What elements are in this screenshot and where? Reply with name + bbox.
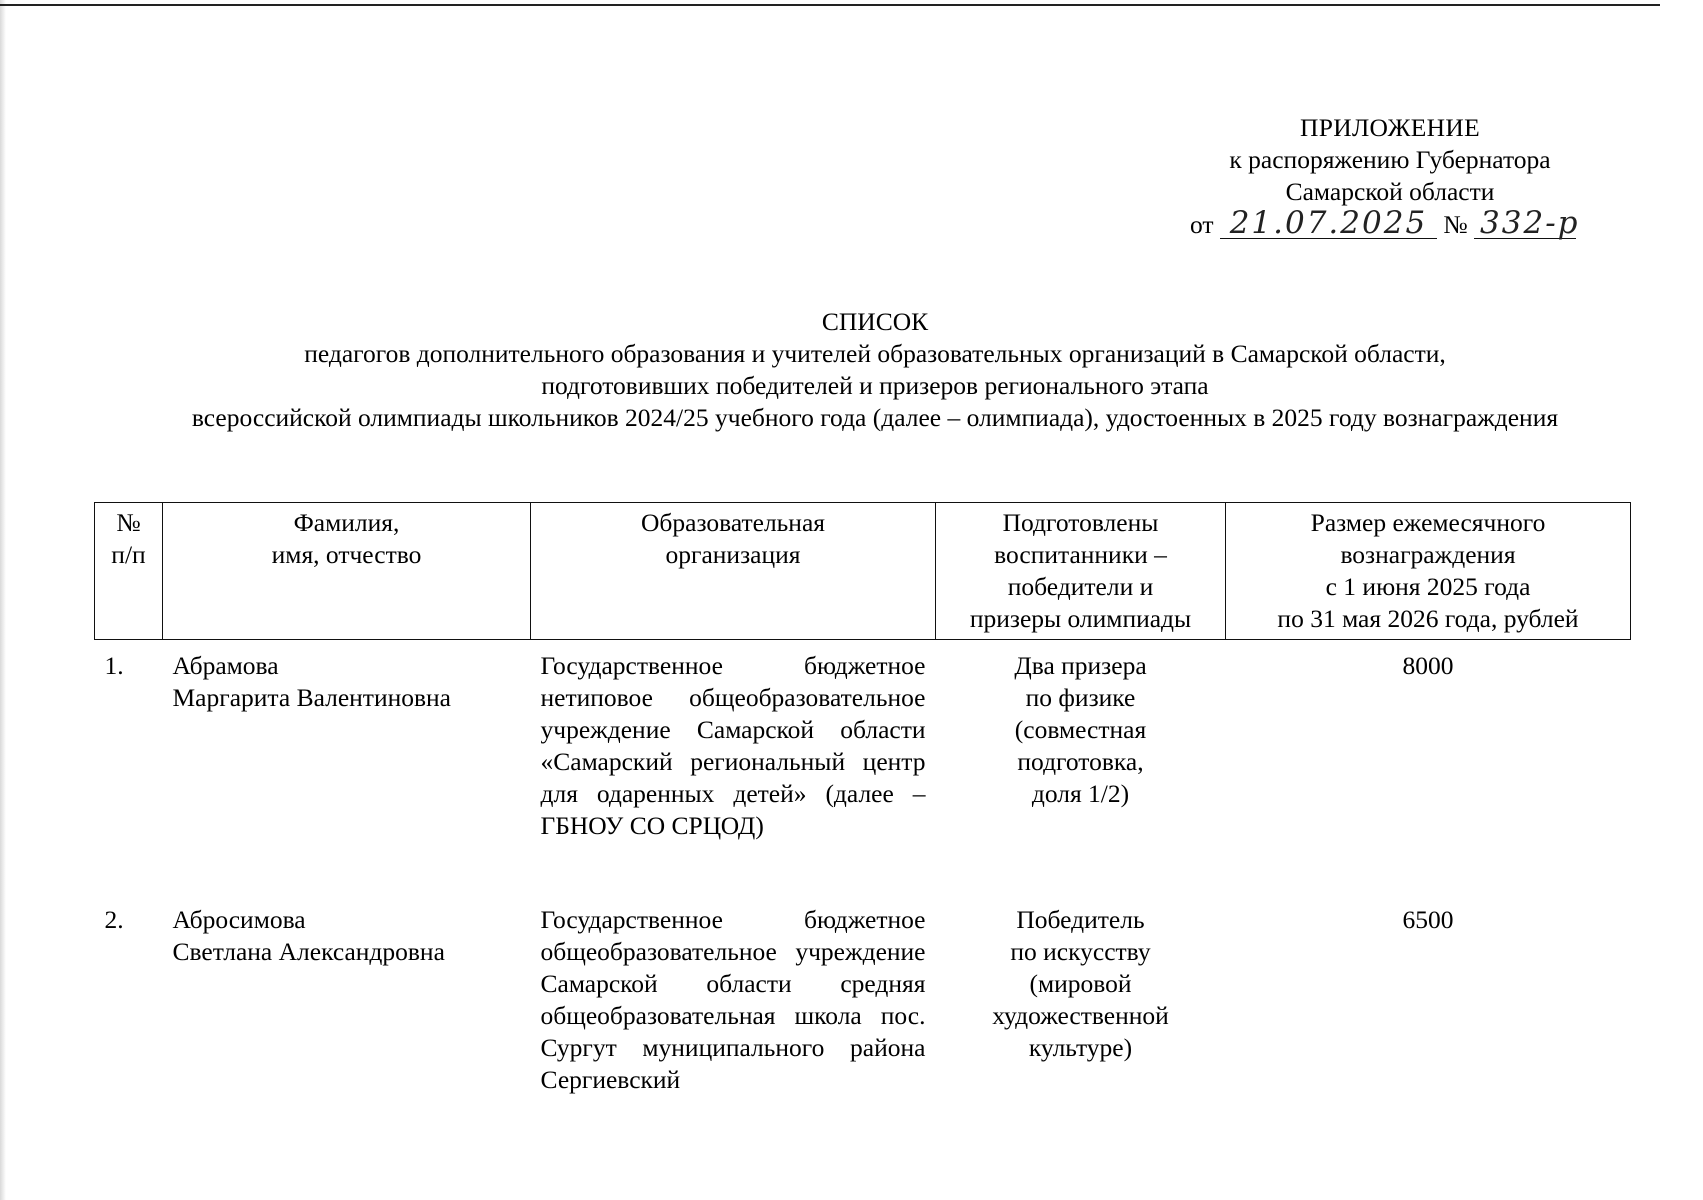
- full-name-cell: [163, 882, 531, 1096]
- row-number: 1.: [104, 651, 124, 680]
- annex-block: [1160, 112, 1620, 241]
- table-header-row: [95, 503, 1631, 640]
- pupils-cell: Победитель по искусству (мировой художественной культуре): [992, 905, 1169, 1062]
- amount-cell: 6500: [1402, 905, 1454, 934]
- amount-cell: 8000: [1402, 651, 1454, 680]
- annex-title: ПРИЛОЖЕНИЕ: [1300, 113, 1480, 142]
- surname: Абрамова: [172, 651, 279, 680]
- annex-line-2: Самарской области: [1285, 177, 1495, 206]
- number-prefix: №: [1443, 210, 1468, 239]
- scan-edge: [0, 0, 6, 1200]
- heading-line-3: всероссийской олимпиады школьников 2024/25 учебного года (далее – олимпиада), удостоенных в 2025 году вознаграждения: [191, 403, 1559, 432]
- annex-date-line: [1160, 205, 1620, 241]
- document-heading: [40, 306, 1703, 434]
- handwritten-number: 332-р: [1474, 208, 1576, 239]
- organization-cell: Государственное бюджетное общеобразовательное учреждение Самарской области средняя общеобразовательная школа пос. Сургут муниципального района Сергиевский: [540, 905, 926, 1094]
- header-pupils: Подготовлены воспитанники – победители и призеры олимпиады: [936, 503, 1226, 640]
- organization-cell: Государственное бюджетное нетиповое общеобразовательное учреждение Самарской области «Самарский региональный центр для одаренных детей» (далее – ГБНОУ СО СРЦОД): [540, 651, 926, 840]
- heading-line-2: подготовивших победителей и призеров регионального этапа: [541, 371, 1209, 400]
- handwritten-date: 21.07.2025: [1220, 208, 1437, 239]
- heading-title: СПИСОК: [821, 307, 929, 336]
- given-names: Маргарита Валентиновна: [172, 683, 451, 712]
- date-prefix: от: [1190, 210, 1214, 239]
- full-name-cell: [163, 640, 531, 883]
- header-organization: Образовательная организация: [531, 503, 936, 640]
- table-row: [95, 640, 1631, 883]
- pupils-cell: Два призера по физике (совместная подготовка, доля 1/2): [1014, 651, 1147, 808]
- header-full-name: Фамилия, имя, отчество: [163, 503, 531, 640]
- table-row: [95, 882, 1631, 1096]
- awardees-table: [94, 502, 1631, 1096]
- row-number: 2.: [104, 905, 124, 934]
- header-monthly-amount: Размер ежемесячного вознаграждения с 1 июня 2025 года по 31 мая 2026 года, рублей: [1226, 503, 1631, 640]
- given-names: Светлана Александровна: [172, 937, 445, 966]
- heading-line-1: педагогов дополнительного образования и учителей образовательных организаций в Самарской области,: [304, 339, 1446, 368]
- top-border-line: [0, 4, 1660, 6]
- header-number: № п/п: [95, 503, 163, 640]
- surname: Абросимова: [172, 905, 306, 934]
- annex-line-1: к распоряжению Губернатора: [1229, 145, 1551, 174]
